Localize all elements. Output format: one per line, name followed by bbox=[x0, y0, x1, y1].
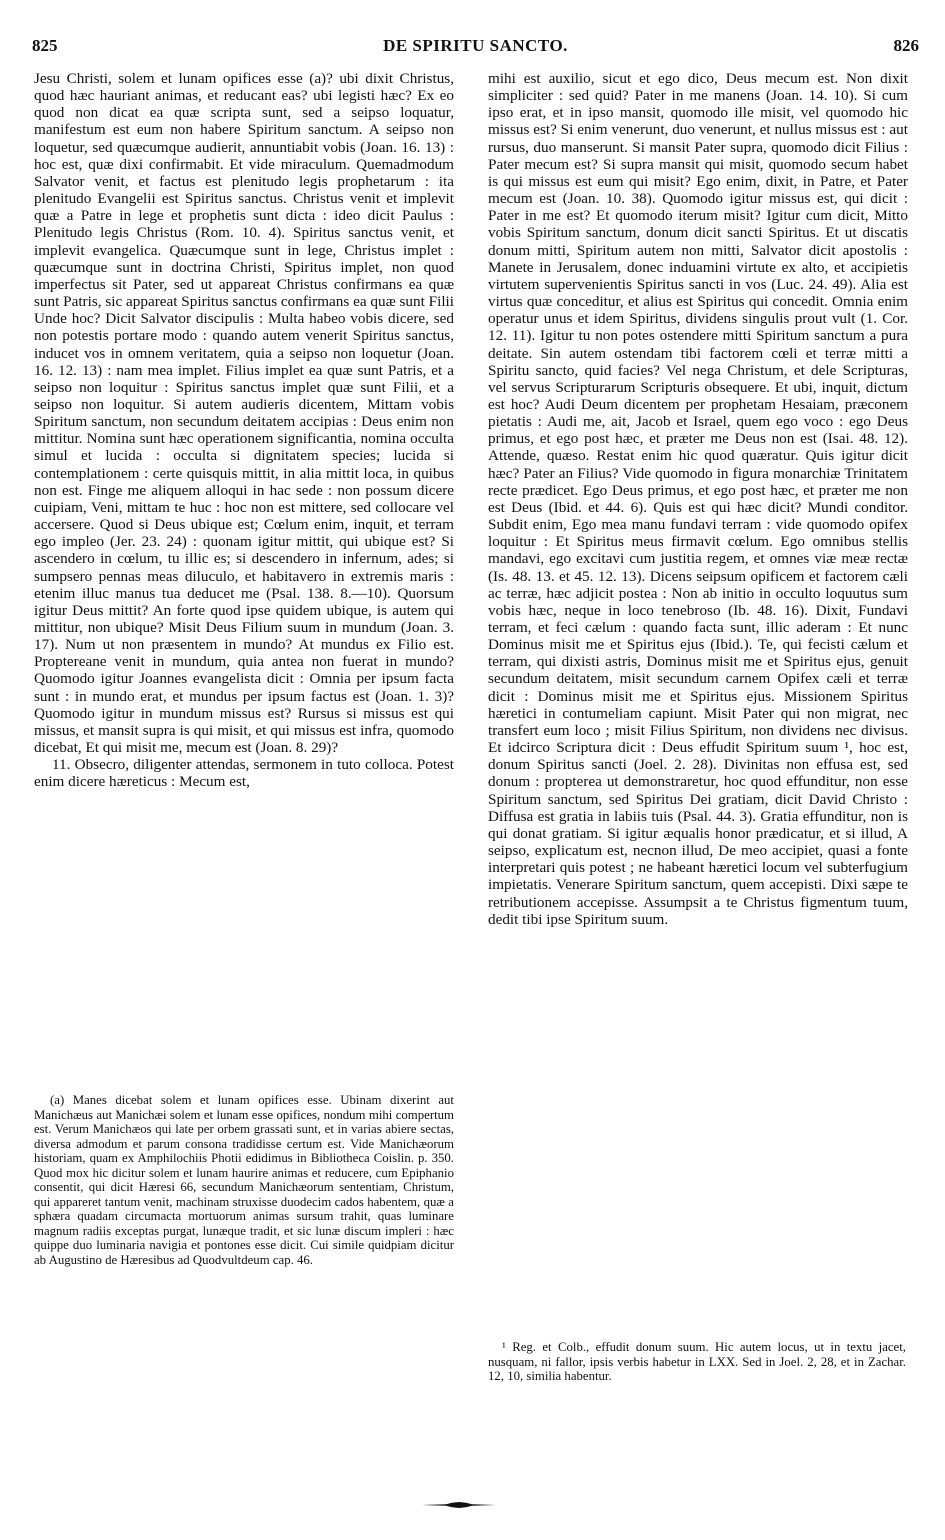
end-ornament bbox=[422, 1501, 496, 1509]
page-header bbox=[32, 36, 919, 60]
right-paragraph-1: mihi est auxilio, sicut et ego dico, Deus mecum est. Non dixit simpliciter : sed quid? Pater in me manens (Joan. 14. 10). Si cum ipso erat, et in ipso mansit, quomodo ille misit, vel quomodo hic missus est? Si enim venerunt, duo venerunt, et nullus missus est : aut rursus, duo manserunt. Si mansit Pater supra, quomodo dicit Filius : Pater mecum est? Si supra mansit qui misit, quomodo secum habet is qui missus est eum qui misit? Ego enim, dixit, in Patre, et Pater mecum est (Joan. 10. 38). Quomodo igitur missus est, qui dicit : Pater in me est? Et quomodo iterum misit? Igitur cum dicit, Mitto vobis Spiritum sanctum, donum dicit sancti Spiritus. Et ut discatis donum mitti, Spiritum autem non mitti, Salvator dicit apostolis : Manete in Jerusalem, donec induamini virtute ex alto, et accipietis virtutem supervenientis Spiritus sancti in vos (Luc. 24. 49). Alia est virtus quæ conceditur, et alius est Spiritus qui concedit. Omnia enim operatur unus et idem Spiritus, dividens singulis prout vult (1. Cor. 12. 11). Igitur tu non potes ostendere mitti Spiritum sanctum a pura deitate. Sin autem ostendam tibi factorem cœli et terræ mitti a Spiritu sancto, quid facies? Vel nega Christum, et dele Scripturas, vel servus Scripturarum Scripturis obsequere. Et ubi, inquit, dictum est hoc? Audi Deum dicentem per prophetam Hesaiam, præconem pietatis : Audi me, ait, Jacob et Israel, quem ego voco : ego Deus primus, et ego post hæc, et præter me Deus non est (Isai. 48. 12). Attende, quæso. Restat enim hic quod quæratur. Quis igitur dicit hæc? Pater an Filius? Vide quomodo in figura monarchiæ Trinitatem recte prædicet. Ego Deus primus, et ego post hæc, et præter me non est Deus (Ibid. et 44. 6). Quis est qui hæc dicit? Mundi conditor. Subdit enim, Ego mea manu fundavi terram : vide quomodo opifex loquitur : Et Spiritus meus firmavit cœlum. Ego omnibus stellis mandavi, ego excitavi cum justitia regem, et omnes viæ meæ rectæ (Is. 48. 13. et 45. 12. 13). Dicens seipsum opificem et factorem cæli ac terræ, hæc adjicit postea : Non ab initio in occulto loquutus sum vobis hæc, neque in loco tenebroso (Ib. 48. 16). Dixit, Fundavi terram, et feci cælum : quando facta sunt, illic aderam : Et nunc Dominus misit me et Spiritus ejus (Ibid.). Te, qui fecisti cælum et terram, qui dixisti astris, Dominus misit me et Spiritus ejus, genuit secundum deitatem, misit secundum carnem Opifex cæli et terræ dicit : Dominus misit me et Spiritus ejus. Missionem Spiritus hæretici in contumeliam capiunt. Misit Pater qui non migrat, nec transfert eum loco ; misit Filius Spiritum, non dividens nec divisus. Et idcirco Scriptura dicit : Deus effudit Spiritum suum ¹, hoc est, donum Spiritus sancti (Joel. 2. 28). Divinitas non effusa est, sed donum : propterea ut demonstraretur, hoc quod effunditur, non esse Spiritum sanctum, sed Spiritus Dei gratiam, dicit David Christo : Diffusa est gratia in labiis tuis (Psal. 44. 3). Gratia effunditur, non is qui donat gratiam. Si igitur æqualis honor prædicatur, et si illud, A seipso, explicatum est, necnon illud, De meo accipiet, quasi a fonte interpretari quis potest ; ne habeant hæretici locum vel subterfugium impietatis. Venerare Spiritum sanctum, quem accepisti. Dixi sæpe te retributionem accepisse. Assumpsit a te Christus figmentum tuum, dedit tibi ipse Spiritum suum. bbox=[488, 70, 908, 928]
footnote-left: (a) Manes dicebat solem et lunam opifices esse. Ubinam dixerint aut Manichæus aut Manichæi solem et lunam esse opifices, nondum mihi compertum est. Verum Manichæos qui late per orbem grassati sunt, et in varias abiere sectas, diversa admodum et parum consona tradidisse certum est. Vide Manichæorum historiam, quam ex Amphilochiis Photii edidimus in Bibliotheca Coislin. p. 350. Quod mox hic dicitur solem et lunam haurire animas et reducere, cum Epiphanio consentit, qui dicit Hæresi 66, secundum Manichæorum sententiam, Christum, qui appareret tantum venit, machinam struxisse duodecim cados habentem, quæ a sphæra quadam circumacta mortuorum animas sursum trahit, quas luminare magnum radiis exceptas purgat, lunæque tradit, et sic lunæ discum impleri : hæc quippe duo luminaria navigia et pontones esse dicit. Cui simile quidpiam dicitur ab Augustino de Hæresibus ad Quodvultdeum cap. 46. bbox=[34, 1093, 454, 1268]
page-number-left: 825 bbox=[32, 36, 58, 55]
page-number-right: 826 bbox=[893, 36, 919, 55]
left-paragraph-1: Jesu Christi, solem et lunam opifices esse (a)? ubi dixit Christus, quod hæc hauriant animas, et reducant eas? ubi legisti hæc? Ex eo quod non dicat ea quæ scripta sunt, sed a seipso loquatur, manifestum est eum non habere Spiritum sanctum. A seipso non loquetur, sed quæcumque audierit, annuntiabit vobis (Joan. 16. 13) : hoc est, quæ dixi confirmabit. Et vide miraculum. Quemadmodum Salvator venit, et factus est plenitudo legis prophetarum : ita plenitudo Evangelii est Spiritus sanctus. Christus venit et implevit quæ a Patre in lege et prophetis sunt dicta : ideo dicit Paulus : Plenitudo legis Christus (Rom. 10. 4). Spiritus sanctus venit, et implevit evangelica. Quæcumque sunt in lege, Christus implet : quæcumque sunt in doctrina Christi, Spiritus implet, non quod imperfectus sit Pater, sed ut appareat Christus confirmans ea quæ sunt Patris, sic appareat Spiritus sanctus confirmans ea quæ sunt Filii Unde hoc? Dicit Salvator discipulis : Multa habeo vobis dicere, sed non potestis portare modo : quando autem venerit Spiritus sanctus, inducet vos in omnem veritatem, quia a seipso non loquetur (Joan. 16. 12. 13) : nam mea implet. Filius implet ea quæ sunt Patris, et a seipso non loquitur : Spiritus sanctus implet quæ sunt Filii, et a seipso non loquitur. Si autem audieris dicentem, Mittam vobis Spiritum sanctum, non secundum deitatem accipias : Deus enim non mittitur. Nomina sunt hæc operationem significantia, nomina occulta simul et lucida : occulta si dignitatem species; lucida si contemplationem : certe quisquis mittit, in alia mittit loca, in quibus non est. Finge me aliquem alloqui in hac sede : non possum dicere cuipiam, Veni, mittam te huc : hoc non est mittere, sed collocare vel accersere. Quod si Deus ubique est; Cœlum enim, inquit, et terram ego impleo (Jer. 23. 24) : quonam igitur mittit, qui ubique est? Si ascendero in cœlum, tu illic es; si descendero in infernum, ades; si sumpsero pennas meas diluculo, et habitavero in extremis maris : etenim illuc manus tua deducet me (Psal. 138. 8.—10). Quorsum igitur Deus mittit? An forte quod ipse quidem ubique, is autem qui mittitur, non ubique? Misit Deus Filium suum in mundum (Joan. 3. 17). Num ut non præsentem in mundo? At mundus ex Filio est. Proptereane venit in mundum, quia antea non fuerat in mundo? Quomodo igitur Joannes evangelista dicit : Omnia per ipsum facta sunt : in mundo erat, et mundus per ipsum factus est (Joan. 1. 3)? Quomodo igitur in mundum missus est? Rursus si missus est qui missus, et mansit supra is qui misit, et qui missus est infra, quomodo dicebat, Et qui misit me, mecum est (Joan. 8. 29)? bbox=[34, 70, 454, 757]
left-column bbox=[34, 70, 454, 791]
running-title: DE SPIRITU SANCTO. bbox=[383, 36, 568, 55]
left-paragraph-2: 11. Obsecro, diligenter attendas, sermonem in tuto colloca. Potest enim dicere hæreticus : Mecum est, bbox=[34, 756, 454, 791]
footnote-right: ¹ Reg. et Colb., effudit donum suum. Hic autem locus, ut in textu jacet, nusquam, ni fallor, ipsis verbis habetur in LXX. Sed in Joel. 2, 28, et in Zachar. 12, 10, similia habentur. bbox=[488, 1340, 906, 1384]
right-column bbox=[488, 70, 908, 928]
